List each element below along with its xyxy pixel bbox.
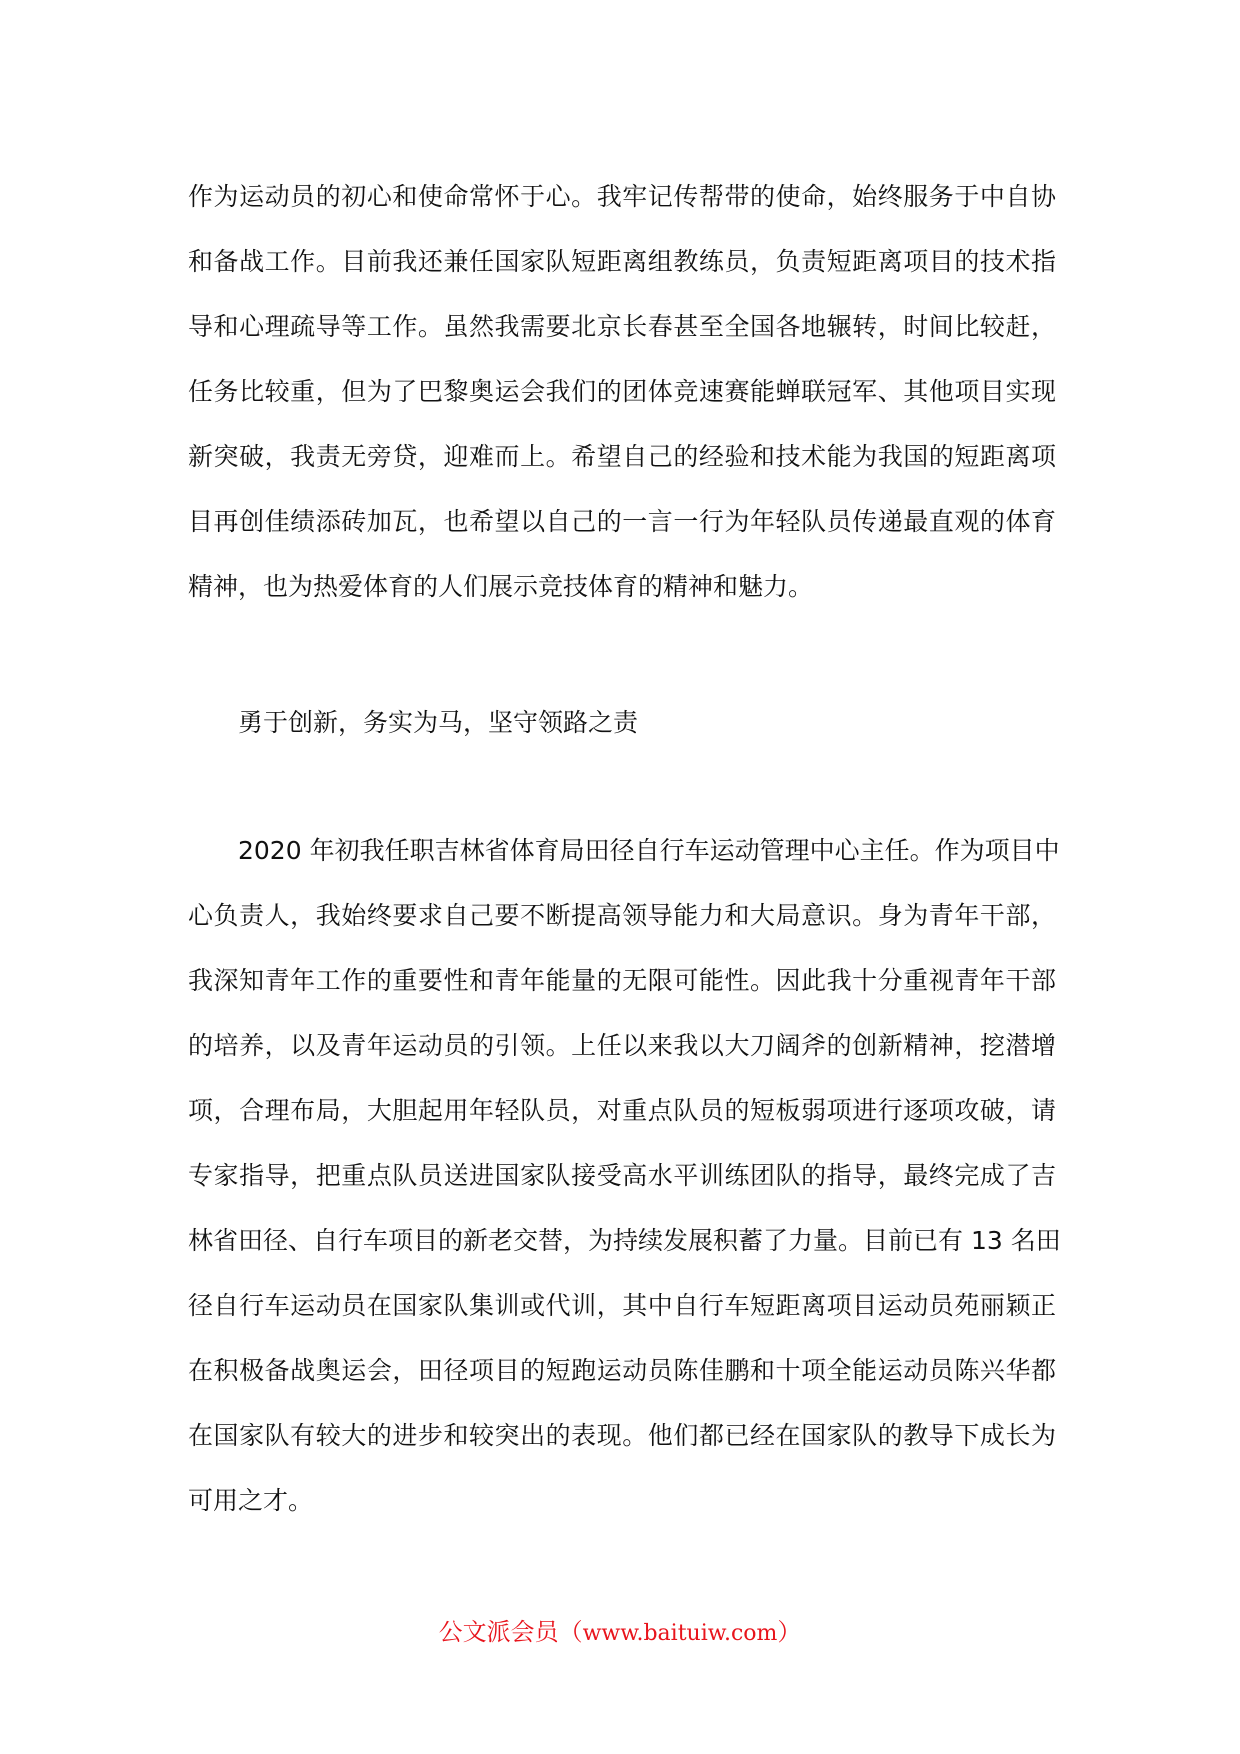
paragraph-line: 导和心理疏导等工作。虽然我需要北京长春甚至全国各地辗转，时间比较赶， xyxy=(188,312,1056,341)
paragraph-line: 2020 年初我任职吉林省体育局田径自行车运动管理中心主任。作为项目中 xyxy=(238,836,1060,865)
footer-url[interactable]: www.baituiw.com xyxy=(582,1621,778,1646)
paragraph-line: 我深知青年工作的重要性和青年能量的无限可能性。因此我十分重视青年干部 xyxy=(188,966,1056,995)
paragraph-line: 在国家队有较大的进步和较突出的表现。他们都已经在国家队的教导下成长为 xyxy=(188,1421,1056,1450)
paragraph-line: 目再创佳绩添砖加瓦，也希望以自己的一言一行为年轻队员传递最直观的体育 xyxy=(188,507,1056,536)
paragraph-2 xyxy=(188,818,1061,1533)
paragraph-line: 项，合理布局，大胆起用年轻队员，对重点队员的短板弱项进行逐项攻破，请 xyxy=(188,1096,1056,1125)
footer-watermark xyxy=(0,1612,1240,1654)
paragraph-line: 在积极备战奥运会，田径项目的短跑运动员陈佳鹏和十项全能运动员陈兴华都 xyxy=(188,1356,1056,1385)
footer-prefix: 公文派会员（ xyxy=(438,1618,583,1646)
section-heading: 勇于创新，务实为马，坚守领路之责 xyxy=(238,708,639,737)
paragraph-line: 径自行车运动员在国家队集训或代训，其中自行车短距离项目运动员苑丽颖正 xyxy=(188,1291,1056,1320)
paragraph-line: 心负责人，我始终要求自己要不断提高领导能力和大局意识。身为青年干部， xyxy=(188,901,1056,930)
paragraph-line: 可用之才。 xyxy=(188,1486,314,1515)
paragraph-line: 精神，也为热爱体育的人们展示竞技体育的精神和魅力。 xyxy=(188,572,814,601)
paragraph-line: 和备战工作。目前我还兼任国家队短距离组教练员，负责短距离项目的技术指 xyxy=(188,247,1056,276)
paragraph-line: 作为运动员的初心和使命常怀于心。我牢记传帮带的使命，始终服务于中自协 xyxy=(188,182,1056,211)
footer-suffix: ） xyxy=(777,1618,802,1646)
paragraph-line: 专家指导，把重点队员送进国家队接受高水平训练团队的指导，最终完成了吉 xyxy=(188,1161,1056,1190)
paragraph-line: 林省田径、自行车项目的新老交替，为持续发展积蓄了力量。目前已有 13 名田 xyxy=(188,1226,1061,1255)
paragraph-line: 新突破，我责无旁贷，迎难而上。希望自己的经验和技术能为我国的短距离项 xyxy=(188,442,1056,471)
paragraph-line: 任务比较重，但为了巴黎奥运会我们的团体竞速赛能蝉联冠军、其他项目实现 xyxy=(188,377,1056,406)
paragraph-1 xyxy=(188,164,1056,619)
paragraph-line: 的培养，以及青年运动员的引领。上任以来我以大刀阔斧的创新精神，挖潜增 xyxy=(188,1031,1056,1060)
